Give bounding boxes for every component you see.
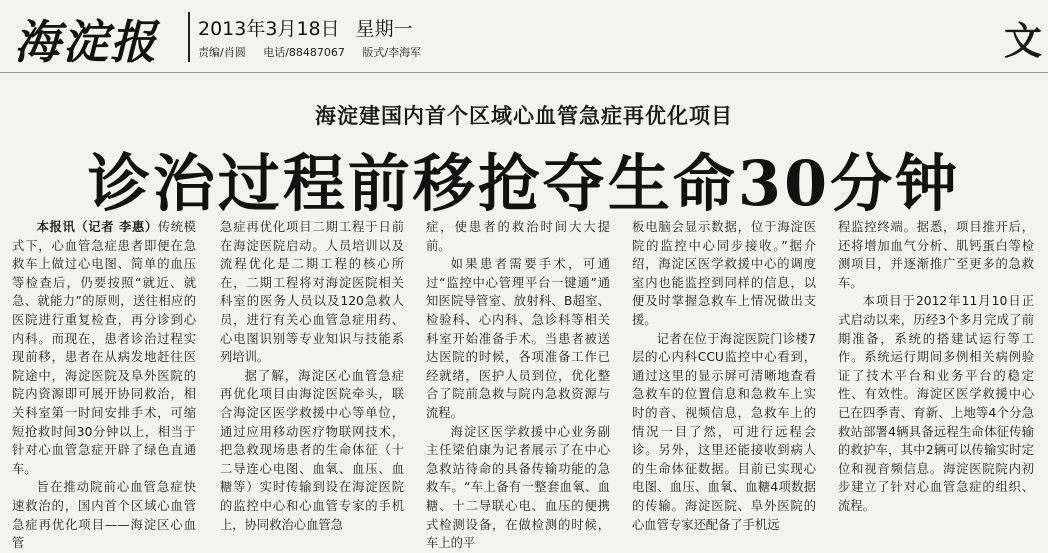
layout-credit: 版式/李海军 — [362, 46, 422, 59]
paragraph: 症，使患者的救治时间大大提前。 — [426, 220, 610, 253]
newspaper-logo: 海淀报 — [14, 15, 158, 69]
editor-credit: 责编/肖圆 — [198, 46, 246, 59]
section-label: 文 — [1003, 19, 1042, 63]
masthead — [0, 0, 1048, 78]
article-headline: 诊治过程前移抢夺生命30分钟 — [87, 147, 961, 220]
paragraph: 旨在推动院前心血管急症快速救治的，国内首个区域心血管急症再优化项目——海淀区心血管 — [12, 480, 196, 551]
paragraph: 据了解，海淀区心血管急症再优化项目由海淀医院牵头，联合海淀区医学救援中心等单位，通过应用移动医疗物联网技术，把急救现场患者的生命体征（十二导连心电图、血氧、血压、血糖等）实时传输到设在海淀医院的监控中心和心血管专家的手机上，协同救治心血管急 — [220, 368, 404, 532]
phone-credit: 电话/88487067 — [263, 46, 345, 59]
paragraph: 记者在位于海淀医院门诊楼7层的心内科CCU监控中心看到，通过这里的显示屏可清晰地查看急救车的位置信息和急救车上实时的音、视频信息，急救车上的情况一目了然，可进行远程会诊。另外，这里还能接收到病人的生命体征数据。目前已实现心电图、血压、血氧、血糖4项数据的传输。海淀医院、阜外医院的心血管专家还配备了手机远 — [632, 331, 816, 532]
masthead-divider — [188, 12, 190, 62]
paragraph: 本项目于2012年11月10日正式启动以来，历经3个多月完成了前期准备，系统的搭建试运行等工作。系统运行期间多例相关病例验证了技术平台和业务平台的稳定性、有效性。海淀区医学救援中心已在四季青、育新、上地等4个分急救站部署4辆具备远程生命体征传输的救护车，其中2辆可以传输实时定位和视音频信息。海淀医院院内初步建立了针对心血管急症的组织、流程。 — [838, 294, 1034, 513]
article-column-3 — [426, 218, 610, 551]
issue-date: 2013年3月18日 — [198, 18, 340, 40]
article-subhead: 海淀建国内首个区域心血管急症再优化项目 — [315, 104, 733, 128]
article-column-5 — [838, 218, 1034, 513]
paragraph: 如果患者需要手术，可通过“监控中心管理平台一键通”通知医院导管室、放射科、B超室、检验科、心内科、急诊科等相关科室开始准备手术。当患者被送达医院的时候，各项准备工作已经就绪，医护人员到位，优化整合了院前急救与院内急救资源与流程。 — [426, 257, 610, 420]
paragraph: 程监控终端。据悉，项目推开后，还将增加血气分析、肌钙蛋白等检测项目，并逐渐推广至更多的急救车。 — [838, 220, 1034, 290]
article-column-2 — [220, 218, 404, 532]
issue-date-line — [198, 14, 423, 41]
credit-line — [198, 44, 435, 60]
byline: 本报讯（记者 李惠） — [36, 220, 158, 234]
paragraph: 海淀区医学救援中心业务副主任梁伯康为记者展示了在中心急救站待命的具备传输功能的急救车。“车上备有一整套血氧、血糖、十二导联心电、血压的便携式检测设备，在做检测的时候，车上的平 — [426, 424, 610, 551]
paragraph — [12, 218, 196, 478]
article-body — [0, 218, 1048, 551]
paragraph-text: 传统模式下，心血管急症患者即便在急救车上做过心电图、简单的血压等检查后，仍要按照“就近、就急、就能力”的原则，送往相应的医院进行重复检查，再分诊到心内科。而现在，患者诊治过程实现前移，患者在从病发地赶往医院途中，海淀医院及阜外医院的院内资源即可展开协同救治，相关科室第一时间安排手术，可缩短抢救时间30分钟以上，相当于针对心血管急症开辟了绿色直通车。 — [12, 220, 196, 476]
header-rule — [0, 72, 1048, 73]
article-column-4 — [632, 218, 816, 532]
paragraph: 板电脑会显示数据，位于海淀医院的监控中心同步接收。”据介绍，海淀区医学救援中心的调度室内也能监控到同样的信息，以便及时掌握急救车上情况做出支援。 — [632, 220, 816, 327]
article-column-1 — [12, 218, 196, 551]
paragraph: 急症再优化项目二期工程于日前在海淀医院启动。人员培训以及流程优化是二期工程的核心所在，二期工程将对海淀医院相关科室的医务人员以及120急救人员，进行有关心血管急症用药、心电图识别等专业知识与技能系列培训。 — [220, 220, 404, 365]
issue-weekday: 星期一 — [355, 18, 413, 40]
